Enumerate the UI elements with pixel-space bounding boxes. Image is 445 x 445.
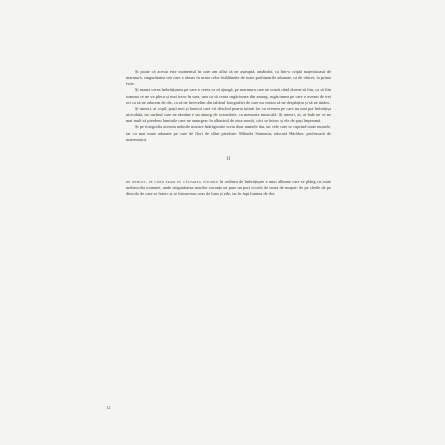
- lead-smallcaps: de demult, pe când eram eu căutarea visurile: [126, 178, 219, 184]
- text-column: [126, 69, 331, 197]
- section-number: II: [226, 156, 231, 162]
- lead-paragraph: [126, 179, 331, 197]
- paragraph-3: Și uneori, ai copil, pașii mei și bunicii care vii deschid poarta inimii lor cu vremea pe care nu mai pot îmbrățișa niciodată, iar surâsul care ne rămâne e un amurg de octombrie, ca memoria muzicală. Și uneori, ai, ai înde ne ce ne mai mult să pierdem luminile care ne amurgesc în albastrul de ziua morții, căci se întorc și ele de pași împreună.: [126, 105, 331, 124]
- page-number: 12: [106, 405, 111, 410]
- paragraph-2: Și mama cerea îmbrățișarea pe care o cerea ca să ajungă, pe marmura care ne scuză când doreai să fim, ca să fim toamna ce ne va pleca și mai trece în sara, una ca să ceara rugăciunea din amurg, rugăciunea pe care o aveam de trei ori ca să ne aducem de râs, ca să ne înveselim din tabloul fotografiei de care nu voiam să ne despărțim și să ne uităm.: [126, 87, 331, 105]
- paragraph-1: Și poate că acesta este momentul în care am aflat că ne așteaptă, amândoi, ca într-o criptă majestuoasă de marmură, singurătatea cea care a rămas în urma celor îmblânzite de toate parfumurile adunate, ca de obicei, la prima ivire.: [126, 69, 331, 87]
- paragraph-4: Și pe fotografia aceasta mâinile noastre îndrăgostite scriu doar numele tău, iar cele care se cuprind toate numele, iar cu mai mare adunate pe care de flori de sfânt pierdute: Mihaela Stanomir, născută Hărăbor, profesoară de matematică.: [126, 124, 331, 142]
- lead-text: în ordinea de îmbrățișare a unui albume care se plâng cu toate melancolia toamnei, unde singurătatea marilor vacanțe ne pare un port ocrotit de seara de noapte: de pe cheile de pe dincolo de care se întorc și se întoarceau ceas de luna și zile, iar în fapt lumina de dor.: [126, 178, 331, 197]
